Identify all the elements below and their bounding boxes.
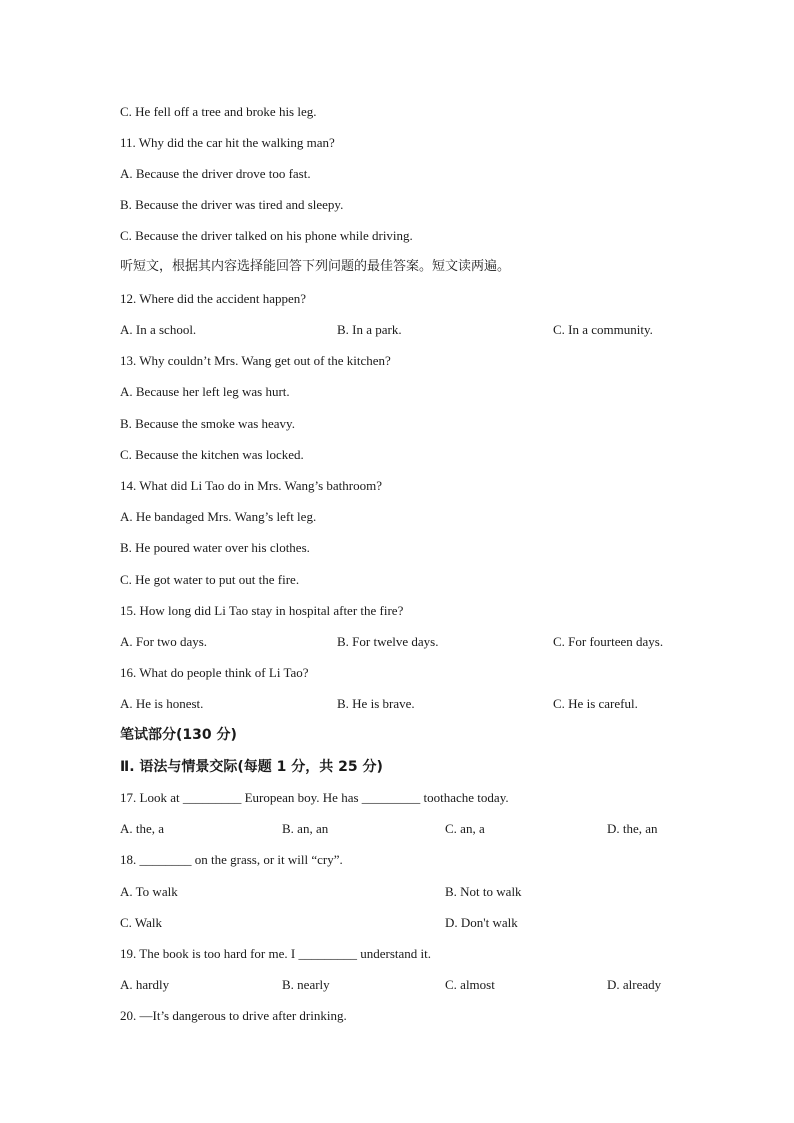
q15-option-b: B. For twelve days. — [337, 634, 439, 649]
q12-option-c: C. In a community. — [553, 322, 653, 337]
q18-option-d: D. Don't walk — [445, 915, 518, 930]
q18-option-c: C. Walk — [120, 915, 163, 930]
q12-option-a: A. In a school. — [120, 322, 197, 337]
q11-option-b: B. Because the driver was tired and sleepy. — [120, 197, 344, 212]
q12-option-b: B. In a park. — [337, 322, 402, 337]
section-grammar-heading: Ⅱ. 语法与情景交际(每题 1 分，共 25 分) — [120, 759, 383, 775]
listening-instruction: 听短文，根据其内容选择能回答下列问题的最佳答案。短文读两遍。 — [120, 259, 511, 274]
q19-option-a: A. hardly — [120, 977, 170, 992]
q11-option-a: A. Because the driver drove too fast. — [120, 166, 311, 181]
q15-option-c: C. For fourteen days. — [553, 634, 664, 649]
q17-option-d: D. the, an — [607, 821, 658, 836]
q13-option-b: B. Because the smoke was heavy. — [120, 416, 295, 431]
q10-option-c: C. He fell off a tree and broke his leg. — [120, 104, 317, 119]
question-12: 12. Where did the accident happen? — [120, 291, 307, 306]
q13-option-c: C. Because the kitchen was locked. — [120, 447, 304, 462]
question-16: 16. What do people think of Li Tao? — [120, 665, 309, 680]
question-20: 20. —It’s dangerous to drive after drinking. — [120, 1008, 347, 1023]
q14-option-b: B. He poured water over his clothes. — [120, 540, 310, 555]
question-18: 18. ________ on the grass, or it will “cry”. — [120, 852, 343, 867]
q19-option-d: D. already — [607, 977, 662, 992]
question-17: 17. Look at _________ European boy. He has _________ toothache today. — [120, 790, 509, 805]
q14-option-c: C. He got water to put out the fire. — [120, 572, 300, 587]
question-14: 14. What did Li Tao do in Mrs. Wang’s bathroom? — [120, 478, 382, 493]
q17-option-a: A. the, a — [120, 821, 165, 836]
q15-option-a: A. For two days. — [120, 634, 208, 649]
q18-option-b: B. Not to walk — [445, 884, 522, 899]
question-13: 13. Why couldn’t Mrs. Wang get out of the kitchen? — [120, 353, 391, 368]
q16-option-c: C. He is careful. — [553, 696, 638, 711]
q14-option-a: A. He bandaged Mrs. Wang’s left leg. — [120, 509, 317, 524]
q18-option-a: A. To walk — [120, 884, 178, 899]
question-19: 19. The book is too hard for me. I _________ understand it. — [120, 946, 431, 961]
question-15: 15. How long did Li Tao stay in hospital after the fire? — [120, 603, 404, 618]
q17-option-c: C. an, a — [445, 821, 485, 836]
q19-option-b: B. nearly — [282, 977, 330, 992]
q13-option-a: A. Because her left leg was hurt. — [120, 384, 290, 399]
q16-option-b: B. He is brave. — [337, 696, 415, 711]
q19-option-c: C. almost — [445, 977, 495, 992]
question-11: 11. Why did the car hit the walking man? — [120, 135, 335, 150]
q17-option-b: B. an, an — [282, 821, 329, 836]
q16-option-a: A. He is honest. — [120, 696, 204, 711]
q11-option-c: C. Because the driver talked on his phone while driving. — [120, 228, 413, 243]
section-written-heading: 笔试部分(130 分) — [120, 727, 237, 743]
